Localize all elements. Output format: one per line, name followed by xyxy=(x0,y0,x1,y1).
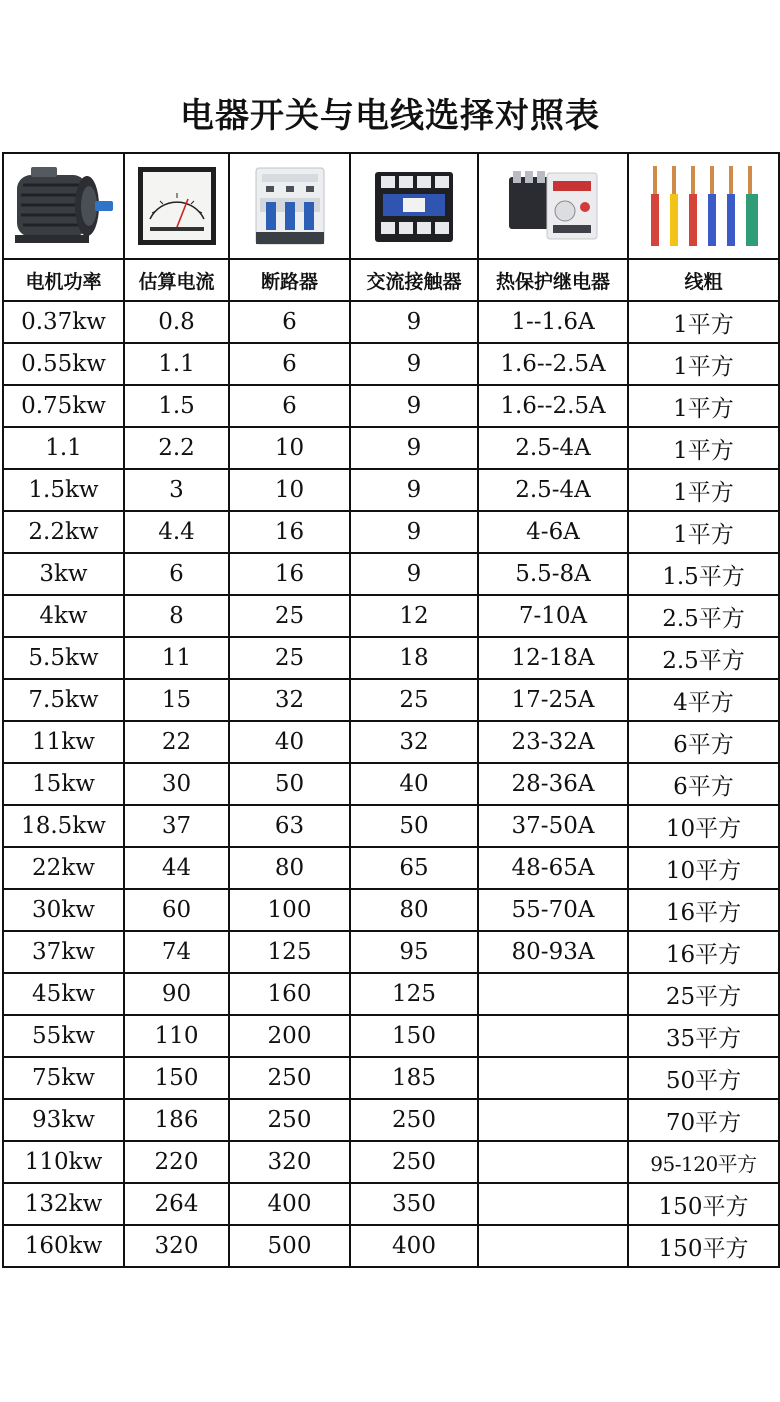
table-row xyxy=(3,637,779,679)
column-header: 线粗 xyxy=(628,259,779,301)
table-row xyxy=(3,511,779,553)
breaker-cell: 6 xyxy=(229,343,350,385)
wire-cell: 1平方 xyxy=(628,427,779,469)
current-cell: 150 xyxy=(124,1057,229,1099)
relay-cell: 28-36A xyxy=(478,763,628,805)
wire-cell: 2.5平方 xyxy=(628,595,779,637)
table-row xyxy=(3,931,779,973)
table-row xyxy=(3,763,779,805)
table-row xyxy=(3,847,779,889)
current-cell: 110 xyxy=(124,1015,229,1057)
breaker-cell: 160 xyxy=(229,973,350,1015)
power-cell: 93kw xyxy=(3,1099,124,1141)
contactor-cell: 95 xyxy=(350,931,478,973)
current-cell: 30 xyxy=(124,763,229,805)
current-cell: 264 xyxy=(124,1183,229,1225)
relay-cell: 1--1.6A xyxy=(478,301,628,343)
current-cell: 0.8 xyxy=(124,301,229,343)
selection-table xyxy=(2,152,780,1268)
current-cell: 90 xyxy=(124,973,229,1015)
header-row xyxy=(3,259,779,301)
contactor-cell: 250 xyxy=(350,1099,478,1141)
current-cell: 44 xyxy=(124,847,229,889)
relay-cell: 5.5-8A xyxy=(478,553,628,595)
contactor-cell: 9 xyxy=(350,469,478,511)
power-cell: 2.2kw xyxy=(3,511,124,553)
relay-cell: 1.6--2.5A xyxy=(478,343,628,385)
contactor-cell: 9 xyxy=(350,385,478,427)
power-cell: 30kw xyxy=(3,889,124,931)
breaker-cell: 250 xyxy=(229,1099,350,1141)
relay-cell xyxy=(478,1057,628,1099)
breaker-cell: 6 xyxy=(229,301,350,343)
power-cell: 37kw xyxy=(3,931,124,973)
wire-cell: 16平方 xyxy=(628,889,779,931)
wire-cell: 2.5平方 xyxy=(628,637,779,679)
ammeter-image-cell xyxy=(124,153,229,259)
power-cell: 5.5kw xyxy=(3,637,124,679)
ammeter-icon xyxy=(134,163,220,249)
wire-cell: 35平方 xyxy=(628,1015,779,1057)
table-row xyxy=(3,427,779,469)
relay-cell: 12-18A xyxy=(478,637,628,679)
wire-core xyxy=(729,166,733,196)
contactor-cell: 400 xyxy=(350,1225,478,1267)
breaker-image-cell xyxy=(229,153,350,259)
breaker-cell: 320 xyxy=(229,1141,350,1183)
power-cell: 75kw xyxy=(3,1057,124,1099)
relay-cell: 2.5-4A xyxy=(478,427,628,469)
power-cell: 160kw xyxy=(3,1225,124,1267)
breaker-cell: 16 xyxy=(229,511,350,553)
wire-cell: 16平方 xyxy=(628,931,779,973)
wire-cell: 50平方 xyxy=(628,1057,779,1099)
wire-core xyxy=(653,166,657,196)
relay-cell: 37-50A xyxy=(478,805,628,847)
wires-icon xyxy=(639,162,769,250)
column-header: 估算电流 xyxy=(124,259,229,301)
circuit-breaker-icon xyxy=(250,162,330,250)
motor-icon xyxy=(9,161,119,251)
wires-image-cell xyxy=(628,153,779,259)
contactor-cell: 40 xyxy=(350,763,478,805)
current-cell: 74 xyxy=(124,931,229,973)
breaker-cell: 32 xyxy=(229,679,350,721)
breaker-cell: 16 xyxy=(229,553,350,595)
contactor-cell: 50 xyxy=(350,805,478,847)
current-cell: 220 xyxy=(124,1141,229,1183)
table-row xyxy=(3,679,779,721)
power-cell: 22kw xyxy=(3,847,124,889)
table-row xyxy=(3,1183,779,1225)
wire-sheath xyxy=(651,194,659,246)
relay-cell: 48-65A xyxy=(478,847,628,889)
wire-cell: 150平方 xyxy=(628,1225,779,1267)
contactor-cell: 150 xyxy=(350,1015,478,1057)
current-cell: 60 xyxy=(124,889,229,931)
power-cell: 55kw xyxy=(3,1015,124,1057)
power-cell: 18.5kw xyxy=(3,805,124,847)
page-title: 电器开关与电线选择对照表 xyxy=(180,96,600,136)
relay-cell: 1.6--2.5A xyxy=(478,385,628,427)
table-row xyxy=(3,595,779,637)
power-cell: 132kw xyxy=(3,1183,124,1225)
relay-cell: 23-32A xyxy=(478,721,628,763)
wire-core xyxy=(710,166,714,196)
breaker-cell: 50 xyxy=(229,763,350,805)
breaker-cell: 40 xyxy=(229,721,350,763)
column-header: 电机功率 xyxy=(3,259,124,301)
power-cell: 1.1 xyxy=(3,427,124,469)
wire-core xyxy=(672,166,676,196)
current-cell: 11 xyxy=(124,637,229,679)
thermal-relay-icon xyxy=(503,163,603,249)
wire-cell: 1.5平方 xyxy=(628,553,779,595)
contactor-image-cell xyxy=(350,153,478,259)
table-row xyxy=(3,469,779,511)
relay-image-cell xyxy=(478,153,628,259)
relay-cell: 7-10A xyxy=(478,595,628,637)
contactor-cell: 80 xyxy=(350,889,478,931)
ac-contactor-icon xyxy=(369,164,459,248)
image-row xyxy=(3,153,779,259)
table-row xyxy=(3,1141,779,1183)
relay-cell xyxy=(478,1225,628,1267)
contactor-cell: 65 xyxy=(350,847,478,889)
table-row xyxy=(3,1099,779,1141)
relay-cell: 17-25A xyxy=(478,679,628,721)
current-cell: 1.1 xyxy=(124,343,229,385)
relay-cell xyxy=(478,973,628,1015)
breaker-cell: 63 xyxy=(229,805,350,847)
breaker-cell: 200 xyxy=(229,1015,350,1057)
wire-sheath xyxy=(670,194,678,246)
current-cell: 15 xyxy=(124,679,229,721)
wire-cell: 25平方 xyxy=(628,973,779,1015)
contactor-cell: 32 xyxy=(350,721,478,763)
wire-cell: 10平方 xyxy=(628,847,779,889)
contactor-cell: 9 xyxy=(350,511,478,553)
wire-cell: 1平方 xyxy=(628,301,779,343)
relay-cell xyxy=(478,1183,628,1225)
column-header: 交流接触器 xyxy=(350,259,478,301)
current-cell: 4.4 xyxy=(124,511,229,553)
relay-cell xyxy=(478,1099,628,1141)
table-row xyxy=(3,973,779,1015)
breaker-cell: 10 xyxy=(229,427,350,469)
breaker-cell: 25 xyxy=(229,637,350,679)
motor-image-cell xyxy=(3,153,124,259)
wire-cell: 150平方 xyxy=(628,1183,779,1225)
wire-sheath xyxy=(746,194,758,246)
column-header: 断路器 xyxy=(229,259,350,301)
contactor-cell: 9 xyxy=(350,301,478,343)
power-cell: 45kw xyxy=(3,973,124,1015)
contactor-cell: 350 xyxy=(350,1183,478,1225)
relay-cell xyxy=(478,1141,628,1183)
wire-cell: 6平方 xyxy=(628,721,779,763)
wire-cell: 4平方 xyxy=(628,679,779,721)
table-row xyxy=(3,1225,779,1267)
current-cell: 186 xyxy=(124,1099,229,1141)
wire-sheath xyxy=(727,194,735,246)
relay-cell: 4-6A xyxy=(478,511,628,553)
table-row xyxy=(3,343,779,385)
table-row xyxy=(3,553,779,595)
contactor-cell: 12 xyxy=(350,595,478,637)
current-cell: 8 xyxy=(124,595,229,637)
wire-cell: 1平方 xyxy=(628,511,779,553)
power-cell: 1.5kw xyxy=(3,469,124,511)
breaker-cell: 10 xyxy=(229,469,350,511)
current-cell: 22 xyxy=(124,721,229,763)
breaker-cell: 100 xyxy=(229,889,350,931)
breaker-cell: 80 xyxy=(229,847,350,889)
wire-core xyxy=(748,166,752,196)
relay-cell xyxy=(478,1015,628,1057)
table-row xyxy=(3,889,779,931)
wire-cell: 10平方 xyxy=(628,805,779,847)
wire-cell: 1平方 xyxy=(628,343,779,385)
power-cell: 110kw xyxy=(3,1141,124,1183)
wire-cell: 1平方 xyxy=(628,469,779,511)
power-cell: 15kw xyxy=(3,763,124,805)
wire-cell: 70平方 xyxy=(628,1099,779,1141)
relay-cell: 80-93A xyxy=(478,931,628,973)
wire-cell: 95-120平方 xyxy=(628,1141,779,1183)
breaker-cell: 500 xyxy=(229,1225,350,1267)
power-cell: 7.5kw xyxy=(3,679,124,721)
wire-cell: 1平方 xyxy=(628,385,779,427)
contactor-cell: 18 xyxy=(350,637,478,679)
contactor-cell: 185 xyxy=(350,1057,478,1099)
breaker-cell: 400 xyxy=(229,1183,350,1225)
wire-sheath xyxy=(689,194,697,246)
current-cell: 3 xyxy=(124,469,229,511)
current-cell: 1.5 xyxy=(124,385,229,427)
breaker-cell: 6 xyxy=(229,385,350,427)
current-cell: 2.2 xyxy=(124,427,229,469)
contactor-cell: 25 xyxy=(350,679,478,721)
contactor-cell: 125 xyxy=(350,973,478,1015)
contactor-cell: 9 xyxy=(350,343,478,385)
wire-core xyxy=(691,166,695,196)
table-row xyxy=(3,301,779,343)
relay-cell: 55-70A xyxy=(478,889,628,931)
table-row xyxy=(3,385,779,427)
breaker-cell: 25 xyxy=(229,595,350,637)
column-header: 热保护继电器 xyxy=(478,259,628,301)
relay-cell: 2.5-4A xyxy=(478,469,628,511)
wire-cell: 6平方 xyxy=(628,763,779,805)
current-cell: 6 xyxy=(124,553,229,595)
contactor-cell: 9 xyxy=(350,427,478,469)
contactor-cell: 9 xyxy=(350,553,478,595)
power-cell: 0.55kw xyxy=(3,343,124,385)
power-cell: 0.75kw xyxy=(3,385,124,427)
power-cell: 3kw xyxy=(3,553,124,595)
power-cell: 0.37kw xyxy=(3,301,124,343)
wire-sheath xyxy=(708,194,716,246)
current-cell: 320 xyxy=(124,1225,229,1267)
table-row xyxy=(3,721,779,763)
contactor-cell: 250 xyxy=(350,1141,478,1183)
breaker-cell: 125 xyxy=(229,931,350,973)
power-cell: 4kw xyxy=(3,595,124,637)
table-row xyxy=(3,1057,779,1099)
current-cell: 37 xyxy=(124,805,229,847)
breaker-cell: 250 xyxy=(229,1057,350,1099)
power-cell: 11kw xyxy=(3,721,124,763)
table-row xyxy=(3,805,779,847)
table-row xyxy=(3,1015,779,1057)
